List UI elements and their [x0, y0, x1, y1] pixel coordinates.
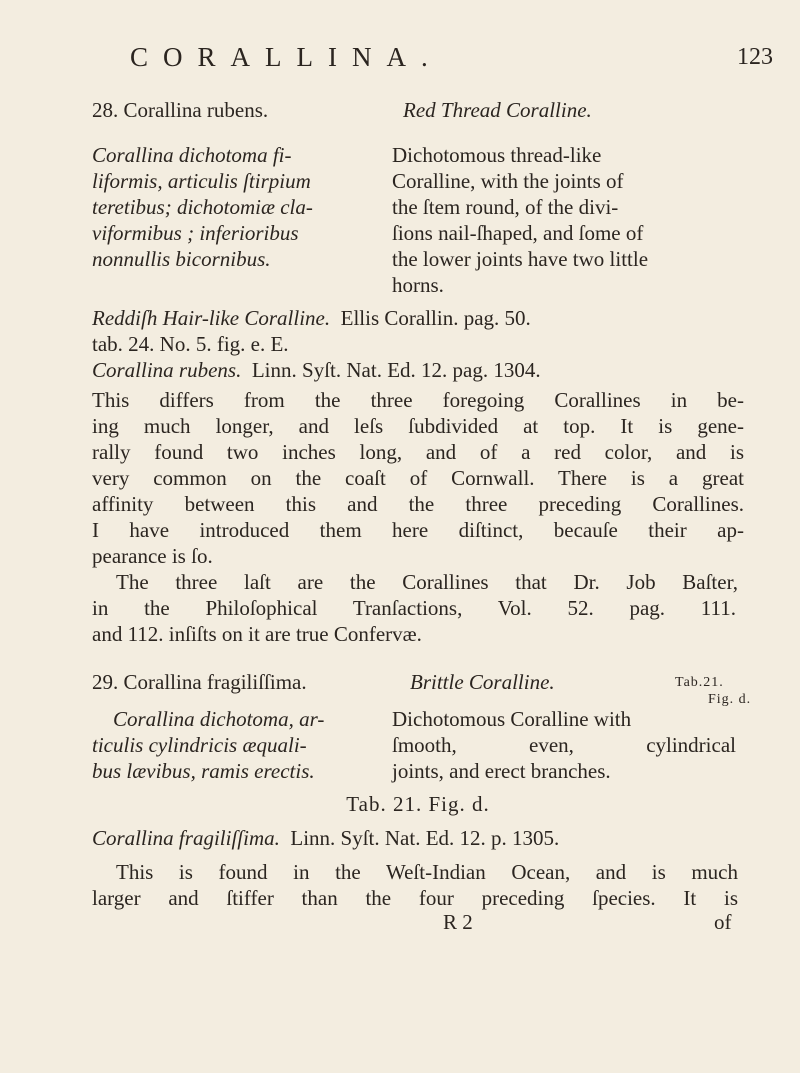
english-line: horns. — [392, 273, 444, 297]
reference-citation: Linn. Syſt. Nat. Ed. 12. p. 1305. — [290, 826, 560, 850]
body-line: pearance is ſo. — [92, 544, 213, 568]
english-line: ſmooth, even, cylindrical — [392, 733, 736, 757]
latin-line: ticulis cylindricis æquali- — [92, 733, 307, 757]
entry-29-heading-latin: 29. Corallina fragiliſſima. — [92, 670, 307, 694]
body-line: larger and ſtiffer than the four preceding ſpecies. It is — [92, 886, 738, 910]
english-line: Dichotomous Coralline with — [392, 707, 632, 731]
reference-citation: Linn. Syſt. Nat. Ed. 12. pag. 1304. — [251, 358, 541, 382]
running-title: CORALLINA. — [130, 42, 443, 72]
entry-28-heading-english: Red Thread Coralline. — [403, 98, 592, 122]
english-line: Dichotomous thread-like — [392, 143, 602, 167]
body-line: I have introduced them here diſtinct, becauſe their ap- — [92, 518, 744, 542]
body-line: rally found two inches long, and of a red color, and is — [92, 440, 744, 464]
entry-29-heading-english: Brittle Coralline. — [410, 670, 555, 694]
english-line: Coralline, with the joints of — [392, 169, 624, 193]
signature-mark: R 2 — [443, 910, 473, 934]
entry-29-reference-linnaeus — [92, 825, 559, 852]
entry-28-heading-latin: 28. Corallina rubens. — [92, 98, 269, 122]
body-line: and 112. inſiſts on it are true Confervæ. — [92, 622, 422, 646]
margin-note-fig: Fig. d. — [708, 692, 752, 707]
entry-28-reference-linnaeus — [92, 357, 541, 384]
latin-line: viformibus ; inferioribus — [92, 221, 299, 245]
body-line: affinity between this and the three preceding Corallines. — [92, 492, 744, 516]
body-line: in the Philoſophical Tranſactions, Vol. 52. pag. 111. — [92, 596, 736, 620]
reference-title: Corallina rubens. — [92, 358, 242, 382]
reference-citation: Ellis Corallin. pag. 50. — [340, 306, 531, 330]
english-line: joints, and erect branches. — [392, 759, 611, 783]
reference-title: Reddiſh Hair-like Coralline. — [92, 306, 331, 330]
catchword: of — [714, 910, 732, 934]
body-line: This is found in the Weſt-Indian Ocean, and is much — [116, 860, 738, 884]
margin-note-tab: Tab.21. — [675, 675, 724, 690]
reference-title: Corallina fragiliſſima. — [92, 826, 280, 850]
body-line: very common on the coaſt of Cornwall. There is a great — [92, 466, 744, 490]
latin-line: bus lævibus, ramis erectis. — [92, 759, 315, 783]
entry-28-reference-ellis — [92, 305, 531, 332]
latin-line: nonnullis bicornibus. — [92, 247, 271, 271]
page-number: 123 — [737, 44, 773, 70]
english-line: ſions nail-ſhaped, and ſome of — [392, 221, 644, 245]
entry-28-reference-ellis-line2: tab. 24. No. 5. fig. e. E. — [92, 332, 289, 356]
body-line: ing much longer, and leſs ſubdivided at top. It is gene- — [92, 414, 744, 438]
english-line: the ſtem round, of the divi- — [392, 195, 619, 219]
english-line: the lower joints have two little — [392, 247, 649, 271]
latin-line: Corallina dichotoma fi- — [92, 143, 292, 167]
entry-29-plate-reference: Tab. 21. Fig. d. — [346, 792, 490, 816]
latin-line: liformis, articulis ſtirpium — [92, 169, 311, 193]
body-line: The three laſt are the Corallines that Dr. Job Baſter, — [116, 570, 738, 594]
body-line: This differs from the three foregoing Corallines in be- — [92, 388, 744, 412]
latin-line: teretibus; dichotomiæ cla- — [92, 195, 313, 219]
latin-line: Corallina dichotoma, ar- — [113, 707, 325, 731]
